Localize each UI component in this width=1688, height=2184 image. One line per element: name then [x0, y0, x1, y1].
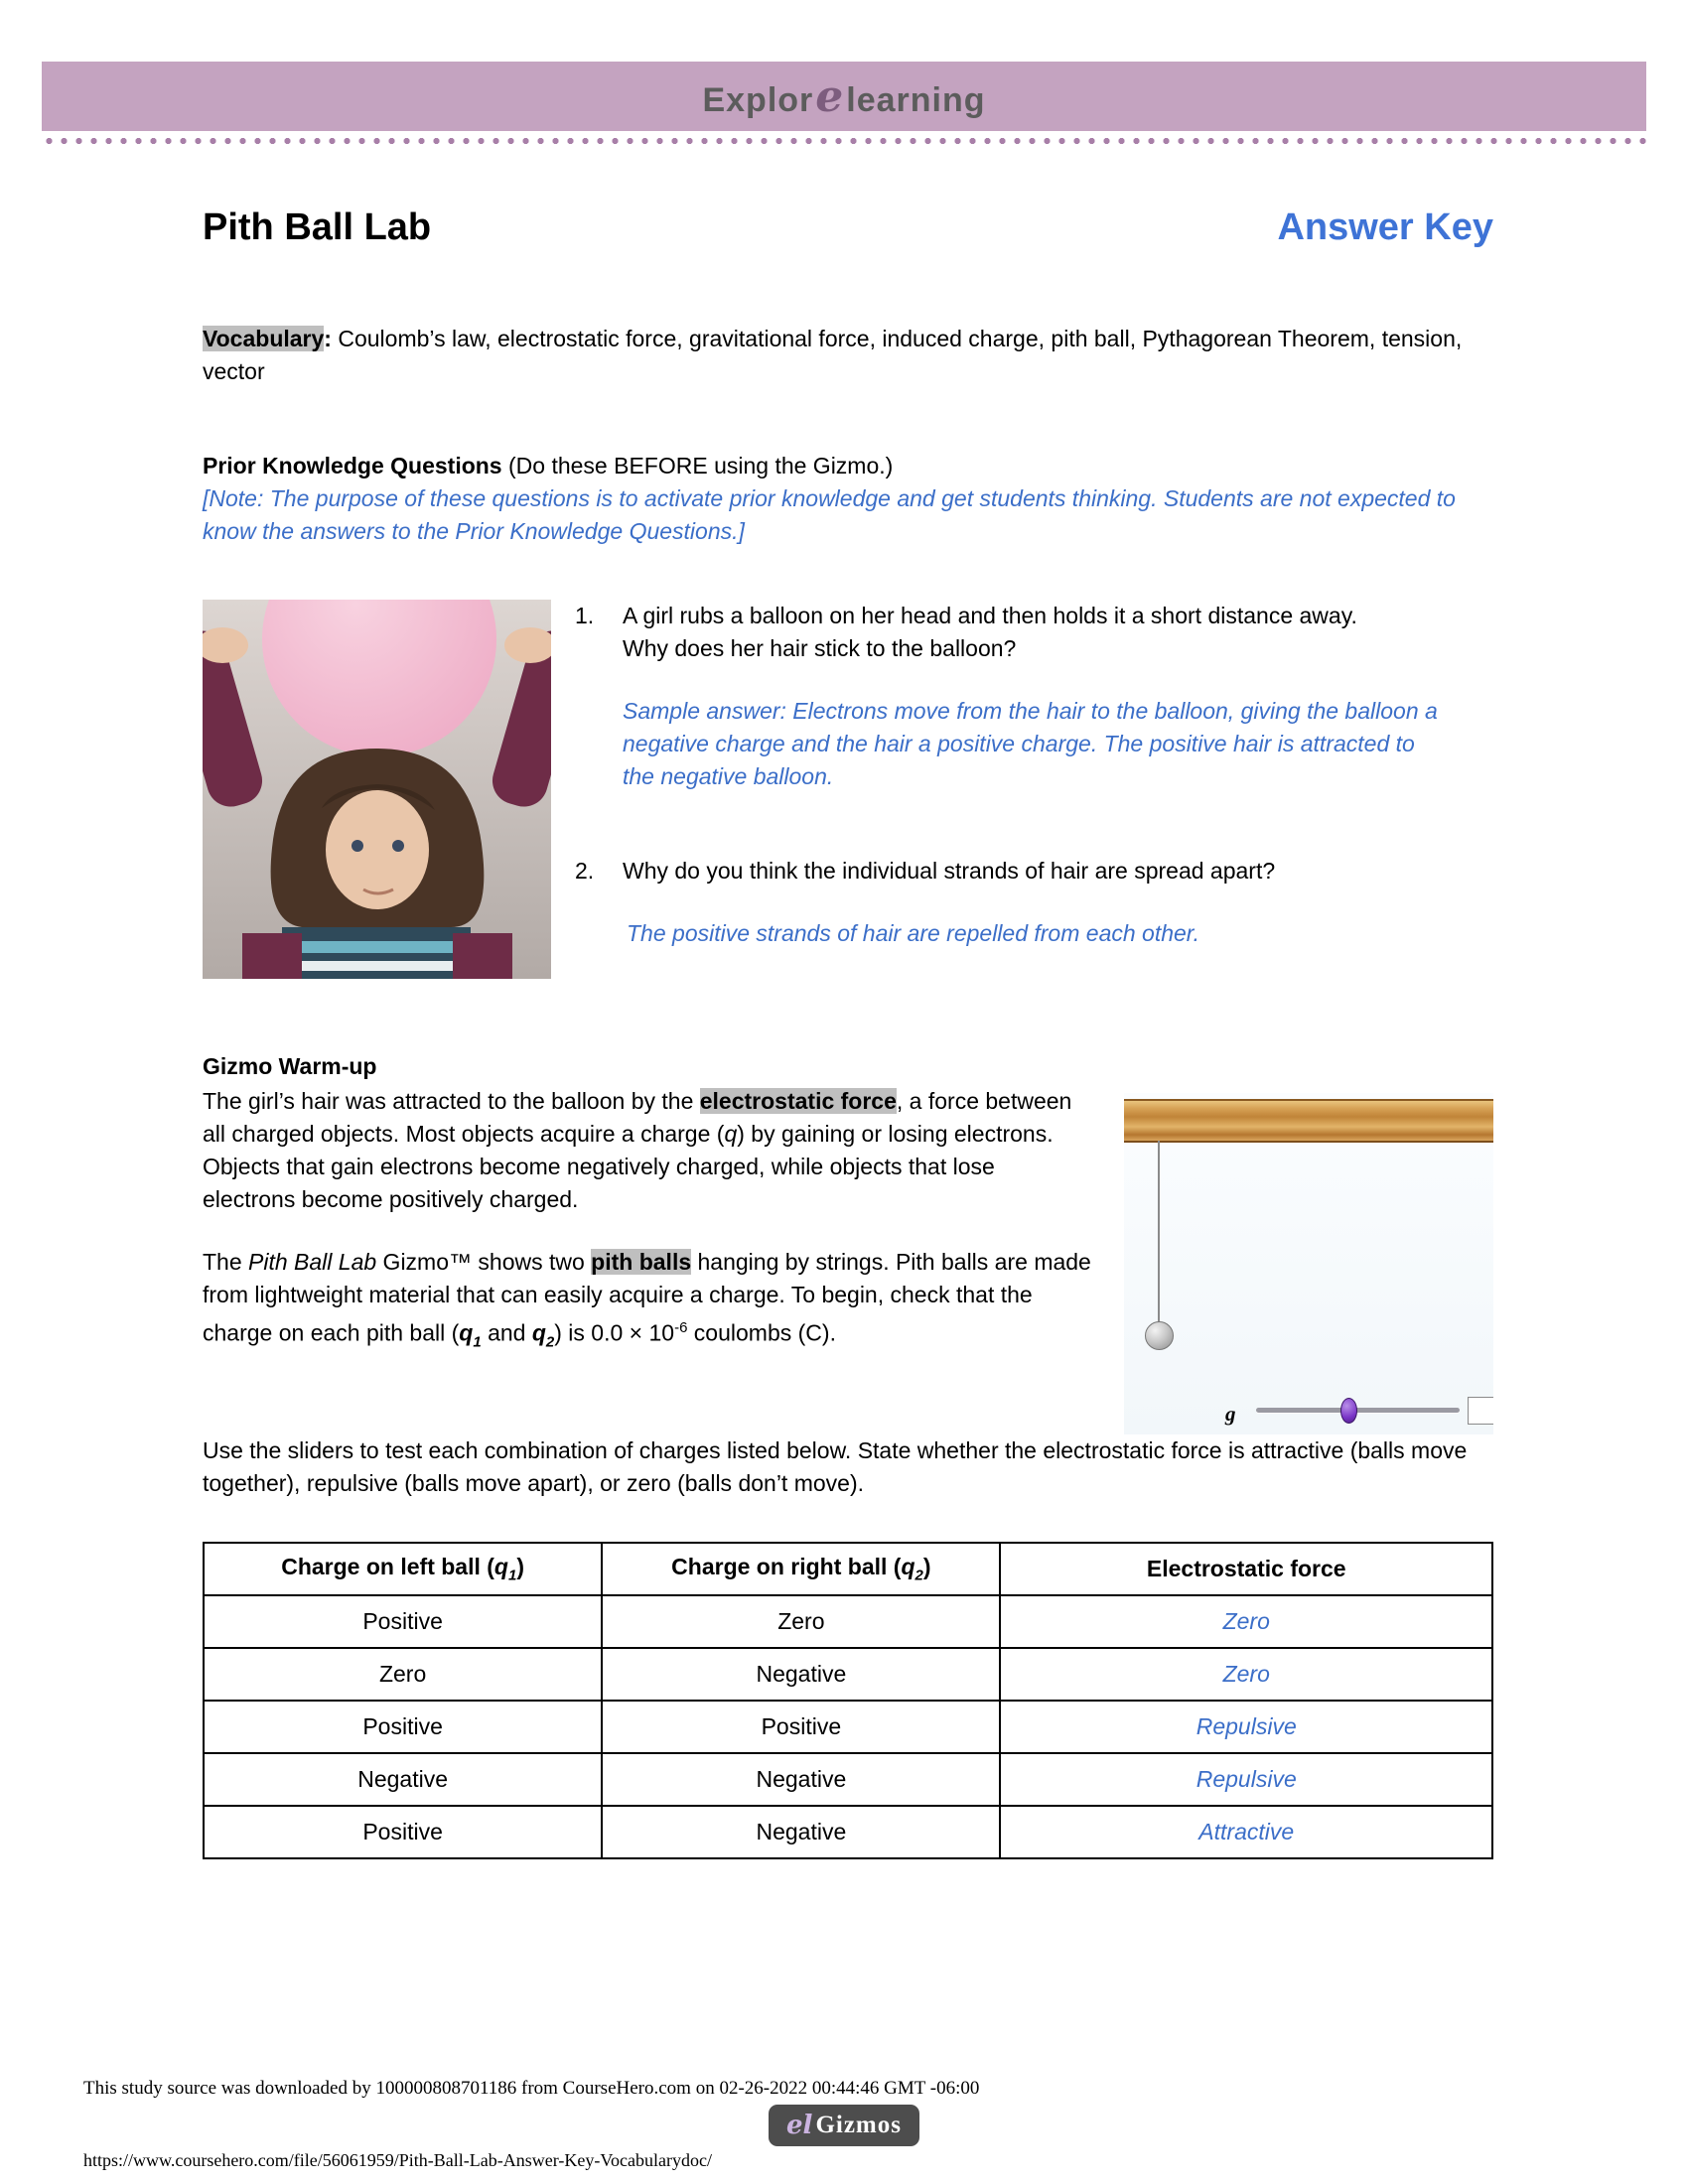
- gizmo-screenshot: [1124, 1093, 1493, 1434]
- header1-q: q: [493, 1554, 508, 1580]
- prior-knowledge-heading-rest: (Do these BEFORE using the Gizmo.): [501, 453, 894, 478]
- logo-text-explore: Explor: [702, 80, 814, 119]
- gizmos-logo: [769, 2105, 919, 2146]
- charges-table: [203, 1542, 1493, 1859]
- questions-column: [551, 600, 1493, 979]
- vocabulary-colon: :: [324, 326, 332, 351]
- q-variable: q: [724, 1121, 738, 1147]
- header2-suffix: ): [922, 1554, 931, 1580]
- gizmo-warmup-section: [203, 1050, 1493, 1426]
- slider-track: [1256, 1408, 1460, 1413]
- table-header-right-ball: [602, 1543, 1000, 1595]
- girl-balloon-photo: [203, 600, 551, 979]
- gravity-slider: [1124, 1397, 1493, 1427]
- answer-2: The positive strands of hair are repelled from each other.: [627, 920, 1199, 946]
- header2-sub: 2: [914, 1567, 923, 1584]
- page-title: Pith Ball Lab: [203, 206, 432, 248]
- table-header-force: Electrostatic force: [1000, 1543, 1492, 1595]
- cell-q2: Negative: [602, 1648, 1000, 1701]
- sliders-paragraph: Use the sliders to test each combination of charges listed below. State whether the electrostatic force is attractive (balls move together), repulsive (balls move apart), or zero (balls don’t move).: [203, 1437, 1468, 1496]
- cell-q1: Positive: [204, 1806, 602, 1858]
- header2-prefix: Charge on right ball (: [671, 1554, 902, 1580]
- header1-sub: 1: [507, 1567, 517, 1584]
- table-row: [204, 1595, 1492, 1648]
- prior-knowledge-heading: [203, 450, 1493, 482]
- warmup-p1-text-2: , a force between all charged objects. Most objects acquire a charge (: [203, 1088, 1072, 1147]
- footer-download-line: This study source was downloaded by 100000808701186 from CourseHero.com on 02-26-2022 00:44:46 GMT -06:00: [83, 2078, 980, 2099]
- wood-bar: [1124, 1099, 1493, 1143]
- table-header-left-ball: [204, 1543, 602, 1595]
- warmup-p2-text-3: hanging by strings. Pith balls are made from lightweight material that can easily acquire a charge. To begin, check that the charge on each pith ball (: [203, 1249, 1091, 1346]
- title-row: [203, 206, 1493, 249]
- warmup-p2-text-2: Gizmo™ shows two: [376, 1249, 592, 1275]
- cell-q1: Positive: [204, 1701, 602, 1753]
- q1-variable: q: [459, 1319, 474, 1346]
- header2-q: q: [901, 1554, 915, 1580]
- cell-q1: Zero: [204, 1648, 602, 1701]
- gizmos-logo-text: Gizmos: [815, 2112, 902, 2138]
- explorelearning-logo: [702, 71, 985, 122]
- question-1-text: A girl rubs a balloon on her head and then holds it a short distance away. Why does her hair stick to the balloon?: [623, 603, 1357, 661]
- cell-q2: Zero: [602, 1595, 1000, 1648]
- prior-knowledge-block: [203, 600, 1493, 979]
- header1-suffix: ): [516, 1554, 524, 1580]
- vocabulary-terms: Coulomb’s law, electrostatic force, gravitational force, induced charge, pith ball, Pythagorean Theorem, tension, vector: [203, 326, 1463, 384]
- warmup-body: [203, 1085, 1493, 1426]
- content-area: [203, 206, 1493, 1859]
- footer-url[interactable]: https://www.coursehero.com/file/56061959/Pith-Ball-Lab-Answer-Key-Vocabularydoc/: [83, 2150, 712, 2170]
- table-row: [204, 1806, 1492, 1858]
- warmup-p2-text-1: The: [203, 1249, 249, 1275]
- question-2: [575, 855, 1493, 887]
- sample-answer-1: Sample answer: Electrons move from the hair to the balloon, giving the balloon a negative charge and the hair a positive charge. The positive hair is attracted to the negative balloon.: [623, 698, 1438, 789]
- g-label: g: [1225, 1402, 1236, 1426]
- cell-q1: Positive: [204, 1595, 602, 1648]
- pith-ball-string: [1158, 1141, 1160, 1323]
- exponent: -6: [674, 1319, 688, 1336]
- dotted-divider: [42, 135, 1646, 147]
- cell-force: Zero: [1000, 1595, 1492, 1648]
- warmup-p2-text-4: and: [481, 1319, 532, 1346]
- logo-text-learning: learning: [846, 80, 986, 119]
- question-1-number: 1.: [575, 603, 595, 628]
- gizmos-logo-swirl-icon: el: [786, 2111, 813, 2140]
- q2-subscript: 2: [545, 1333, 555, 1351]
- vocabulary-label: Vocabulary: [203, 326, 325, 351]
- slider-value-box: [1468, 1397, 1493, 1425]
- q2-variable: q: [531, 1319, 546, 1346]
- warmup-p1-text-1: The girl’s hair was attracted to the balloon by the: [203, 1088, 700, 1114]
- girl-balloon-photo-art: [203, 600, 551, 979]
- pith-ball: [1145, 1321, 1174, 1350]
- gizmo-name: Pith Ball Lab: [248, 1249, 377, 1275]
- cell-force: Repulsive: [1000, 1753, 1492, 1806]
- header-banner: [42, 62, 1646, 131]
- table-row: [204, 1648, 1492, 1701]
- warmup-p2-text-5: ) is 0.0 × 10: [554, 1319, 675, 1346]
- warmup-paragraph-1: [203, 1085, 1092, 1216]
- question-1: [575, 600, 1493, 665]
- answer-key-label: Answer Key: [1277, 206, 1493, 248]
- slider-handle: [1340, 1398, 1357, 1424]
- cell-force: Attractive: [1000, 1806, 1492, 1858]
- table-header-row: [204, 1543, 1492, 1595]
- prior-knowledge-heading-bold: Prior Knowledge Questions: [203, 453, 502, 478]
- table-row: [204, 1753, 1492, 1806]
- warmup-paragraph-2: [203, 1246, 1092, 1358]
- question-2-text: Why do you think the individual strands of hair are spread apart?: [623, 858, 1276, 884]
- cell-q2: Negative: [602, 1806, 1000, 1858]
- cell-q1: Negative: [204, 1753, 602, 1806]
- table-row: [204, 1701, 1492, 1753]
- cell-q2: Negative: [602, 1753, 1000, 1806]
- warmup-p2-text-6: coulombs (C).: [687, 1319, 836, 1346]
- logo-swirl-icon: e: [815, 70, 845, 122]
- cell-force: Repulsive: [1000, 1701, 1492, 1753]
- warmup-p1-text-3: ) by gaining or losing electrons. Objects that gain electrons become negatively charged, while objects that lose electrons become positively charged.: [203, 1121, 1054, 1212]
- note-text: [Note: The purpose of these questions is to activate prior knowledge and get students thinking. Students are not expected to know the answers to the Prior Knowledge Questions.]: [203, 485, 1456, 544]
- cell-force: Zero: [1000, 1648, 1492, 1701]
- electrostatic-force-highlight: electrostatic force: [699, 1088, 897, 1114]
- cell-q2: Positive: [602, 1701, 1000, 1753]
- question-2-number: 2.: [575, 858, 595, 884]
- q1-subscript: 1: [473, 1333, 482, 1351]
- header1-prefix: Charge on left ball (: [281, 1554, 494, 1580]
- vocabulary-paragraph: [203, 323, 1474, 388]
- pith-balls-highlight: pith balls: [591, 1249, 692, 1275]
- warmup-heading: Gizmo Warm-up: [203, 1053, 377, 1079]
